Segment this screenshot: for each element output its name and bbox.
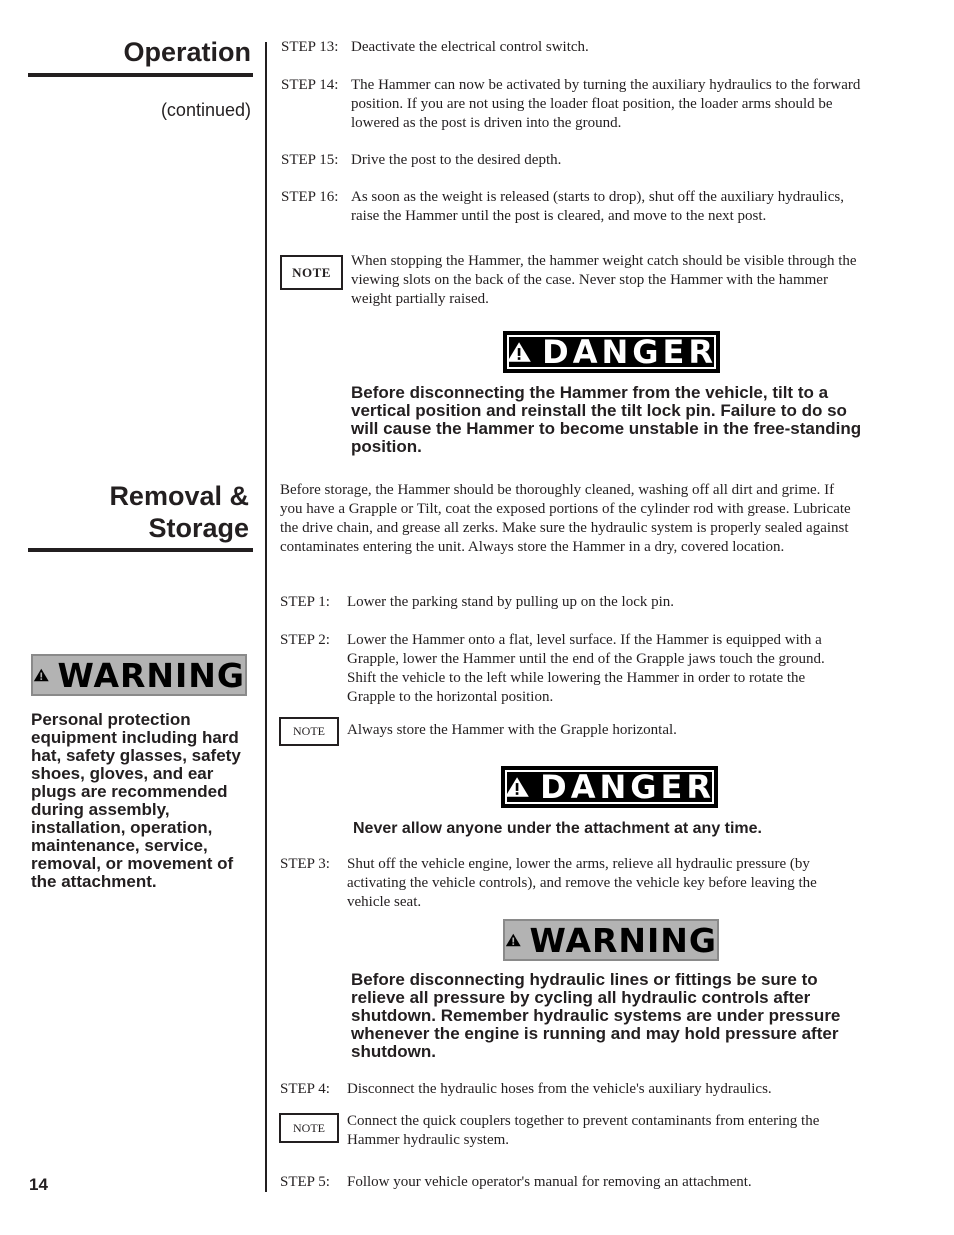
- section-title-operation: Operation: [123, 37, 251, 67]
- step-text: Lower the Hammer onto a flat, level surface. If the Hammer is equipped with a Grapple, lower the Hammer until the end of the Grapple jaws touch the ground. Shift the vehicle to the left while lowering the Hammer in order to rotate the Grapple to the horizontal position.: [347, 632, 825, 705]
- warning-text: Personal protection equipment including hard hat, safety glasses, safety shoes, gloves, and ear plugs are recommended during assembly, installation, operation, maintenance, service, removal, or movement of the attachment.: [31, 710, 241, 891]
- danger-label: DANGER: [540, 768, 715, 806]
- warning-banner: [503, 919, 719, 961]
- note-box: [279, 1113, 339, 1143]
- step-label: STEP 1:: [280, 594, 330, 610]
- step-label: STEP 15:: [281, 152, 339, 168]
- column-divider: [265, 42, 267, 1192]
- note-box: [279, 717, 339, 746]
- storage-intro: Before storage, the Hammer should be thoroughly cleaned, washing off all dirt and grime. If you have a Grapple or Tilt, coat the exposed portions of the cylinder rod with grease. Lubricate the drive chain, and grease all zerks. Make sure the hydraulic system is properly sealed against contaminates entering the unit. Always store the Hammer in a dry, covered location.: [280, 482, 851, 555]
- note-label: NOTE: [293, 1120, 325, 1135]
- note-text: When stopping the Hammer, the hammer weight catch should be visible through the viewing slots on the back of the case. Never stop the Hammer with the hammer weight partially raised.: [351, 253, 857, 307]
- warning-triangle-icon: [33, 658, 50, 692]
- warning-label: WARNING: [57, 655, 245, 695]
- danger-banner: [503, 331, 720, 373]
- note-label: NOTE: [292, 264, 331, 280]
- section-rule: [28, 73, 253, 77]
- step-label: STEP 16:: [281, 189, 339, 205]
- step-label: STEP 2:: [280, 632, 330, 648]
- warning-triangle-icon: [504, 770, 530, 804]
- step-text: As soon as the weight is released (starts to drop), shut off the auxiliary hydraulics, raise the Hammer until the post is cleared, and move to the next post.: [351, 189, 844, 224]
- step-label: STEP 4:: [280, 1081, 330, 1097]
- note-box: [280, 255, 343, 290]
- step-text: Shut off the vehicle engine, lower the arms, relieve all hydraulic pressure (by activating the vehicle controls), and remove the vehicle key before leaving the vehicle seat.: [347, 856, 817, 910]
- warning-text: Before disconnecting hydraulic lines or fittings be sure to relieve all pressure by cycling all hydraulic controls after shutdown. Remember hydraulic systems are under pressure whenever the engine is running and may hold pressure after shutdown.: [351, 970, 841, 1061]
- note-label: NOTE: [293, 724, 325, 738]
- danger-text: Before disconnecting the Hammer from the vehicle, tilt to a vertical position and reinstall the tilt lock pin. Failure to do so will cause the Hammer to become unstable in the free-standing position.: [351, 383, 862, 456]
- step-text: Disconnect the hydraulic hoses from the vehicle's auxiliary hydraulics.: [347, 1081, 772, 1097]
- step-text: Follow your vehicle operator's manual for removing an attachment.: [347, 1174, 752, 1190]
- step-text: Drive the post to the desired depth.: [351, 152, 562, 168]
- step-label: STEP 3:: [280, 856, 330, 872]
- step-label: STEP 5:: [280, 1174, 330, 1190]
- step-label: STEP 14:: [281, 77, 339, 93]
- section-title-line2: Storage: [148, 513, 249, 543]
- step-text: The Hammer can now be activated by turning the auxiliary hydraulics to the forward position. If you are not using the loader float position, the loader arms should be lowered as the post is driven into the ground.: [351, 77, 861, 131]
- section-rule: [28, 548, 253, 552]
- step-text: Deactivate the electrical control switch.: [351, 39, 589, 55]
- step-label: STEP 13:: [281, 39, 339, 55]
- page-number: 14: [29, 1175, 48, 1194]
- step-text: Lower the parking stand by pulling up on the lock pin.: [347, 594, 675, 610]
- danger-banner: [501, 766, 718, 808]
- warning-banner: [31, 654, 247, 696]
- warning-label: WARNING: [529, 920, 717, 960]
- warning-triangle-icon: [505, 923, 522, 957]
- danger-label: DANGER: [542, 333, 717, 371]
- section-title-removal: [28, 480, 249, 544]
- warning-triangle-icon: [506, 335, 532, 369]
- note-text: Connect the quick couplers together to prevent contaminants from entering the Hammer hydraulic system.: [347, 1113, 820, 1148]
- continued-label: (continued): [160, 100, 251, 120]
- note-text: Always store the Hammer with the Grapple horizontal.: [347, 722, 677, 738]
- danger-text: Never allow anyone under the attachment at any time.: [353, 820, 762, 837]
- section-title-line1: Removal &: [109, 481, 249, 511]
